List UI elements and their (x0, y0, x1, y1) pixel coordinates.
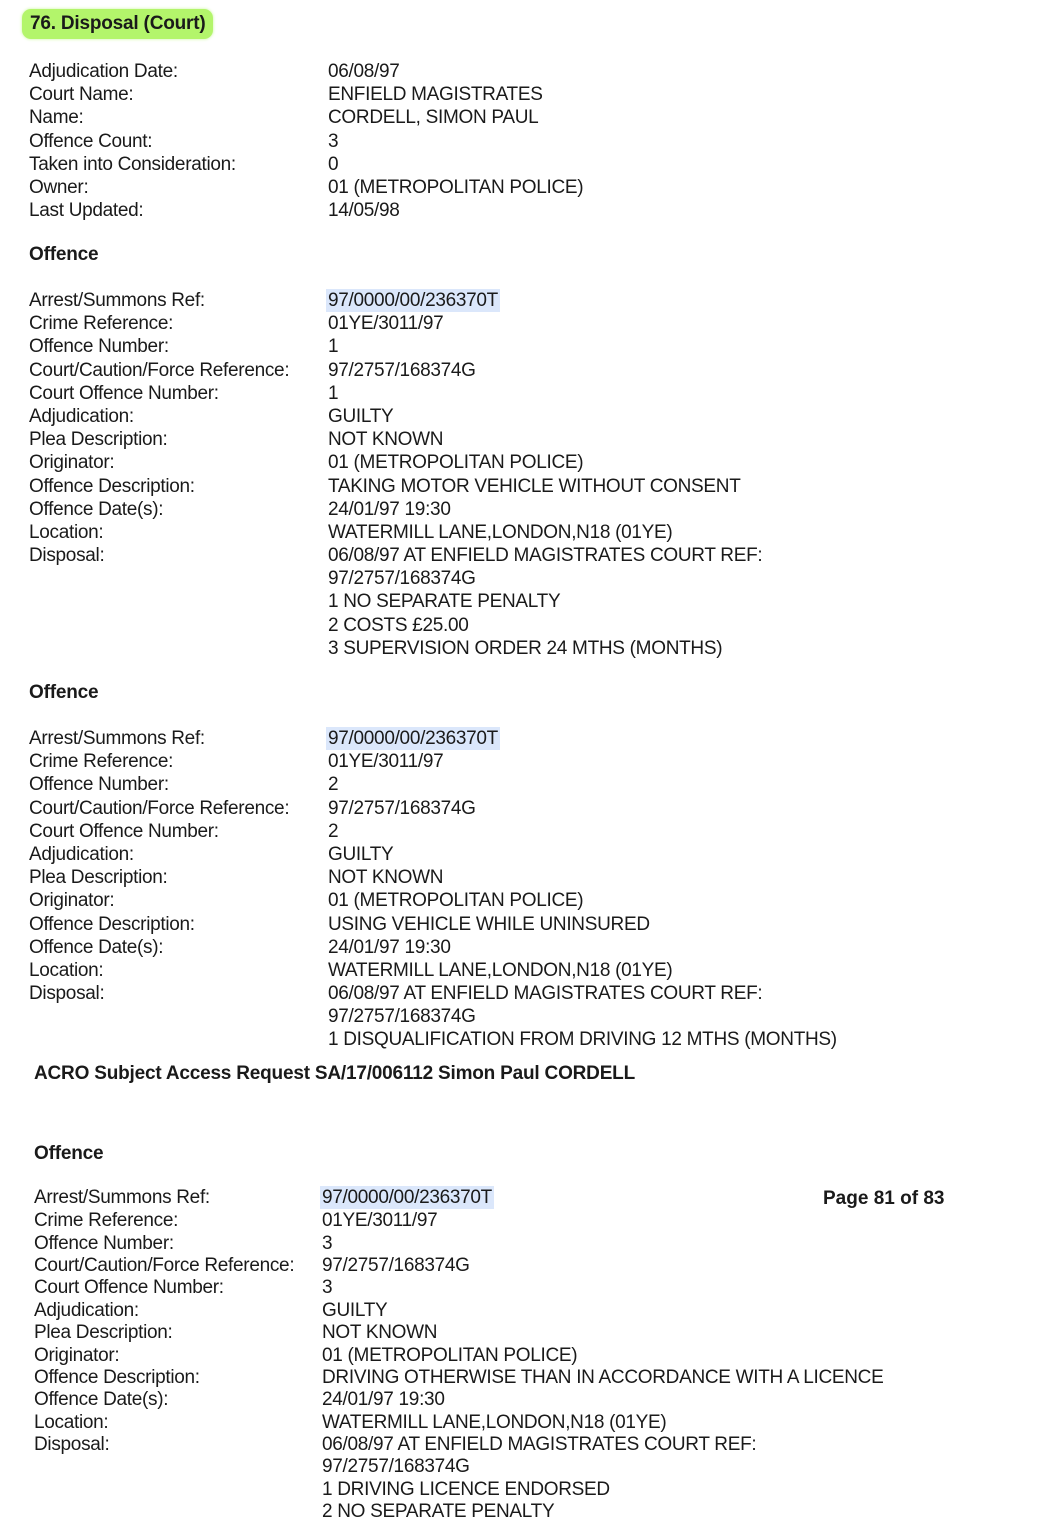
offence-row (29, 405, 929, 428)
field-label: Arrest/Summons Ref: (34, 1187, 210, 1208)
offence-row (34, 1478, 934, 1500)
field-value: 3 SUPERVISION ORDER 24 MTHS (MONTHS) (328, 637, 723, 659)
offence-row (29, 289, 929, 312)
field-label: Crime Reference: (29, 751, 174, 773)
field-value: 06/08/97 (328, 61, 400, 82)
field-value: 2 (328, 774, 339, 796)
offence-row (29, 451, 929, 474)
field-value: 01 (METROPOLITAN POLICE) (328, 452, 584, 474)
field-label: Originator: (29, 890, 115, 912)
field-value: 01YE/3011/97 (328, 751, 444, 773)
field-value: ENFIELD MAGISTRATES (328, 84, 543, 106)
field-label: Court Offence Number: (29, 382, 219, 404)
field-value: USING VEHICLE WHILE UNINSURED (328, 913, 650, 935)
arrest-ref-value: 97/0000/00/236370T (328, 728, 498, 749)
field-label: Location: (29, 959, 104, 981)
field-label: Disposal: (34, 1434, 110, 1456)
offence-row (29, 1005, 929, 1028)
offence-block-3 (34, 1186, 934, 1523)
field-label: Adjudication: (29, 843, 134, 865)
field-value: TAKING MOTOR VEHICLE WITHOUT CONSENT (328, 475, 741, 497)
offence-row (29, 637, 929, 660)
field-value: NOT KNOWN (322, 1322, 438, 1344)
offence-row (34, 1321, 934, 1343)
field-label: Taken into Consideration: (29, 153, 236, 175)
field-value: 2 (328, 820, 339, 842)
offence-row (34, 1209, 934, 1231)
offence-row (34, 1411, 934, 1433)
offence-row (29, 750, 929, 773)
offence-row (29, 936, 929, 959)
field-label: Location: (34, 1411, 109, 1433)
summary-row (29, 106, 749, 129)
field-value: 97/2757/168374G (328, 359, 476, 381)
field-label: Court/Caution/Force Reference: (29, 359, 290, 381)
field-value: 24/01/97 19:30 (322, 1389, 445, 1411)
offence-row (29, 727, 929, 750)
offence-row (34, 1500, 934, 1522)
field-label: Offence Date(s): (29, 498, 164, 520)
field-value: 06/08/97 AT ENFIELD MAGISTRATES COURT REF: (322, 1434, 757, 1456)
field-value: WATERMILL LANE,LONDON,N18 (01YE) (328, 521, 673, 543)
field-value: 3 (322, 1277, 333, 1299)
field-value: CORDELL, SIMON PAUL (328, 107, 539, 129)
field-value: 01 (METROPOLITAN POLICE) (322, 1344, 578, 1366)
field-label: Adjudication: (29, 405, 134, 427)
field-value: 1 (328, 382, 339, 404)
field-value: GUILTY (322, 1299, 388, 1321)
offence-heading: Offence (34, 1143, 104, 1164)
offence-block-2 (29, 727, 929, 1052)
summary-row (29, 60, 749, 83)
field-label: Last Updated: (29, 200, 144, 222)
offence-row (34, 1254, 934, 1276)
field-label: Offence Number: (29, 774, 169, 796)
field-value: DRIVING OTHERWISE THAN IN ACCORDANCE WITH A LICENCE (322, 1366, 884, 1388)
offence-row (29, 1028, 929, 1051)
field-value: 01YE/3011/97 (322, 1210, 438, 1232)
field-value: 97/2757/168374G (328, 1006, 476, 1028)
offence-row (29, 614, 929, 637)
field-label: Adjudication: (34, 1299, 139, 1321)
field-label: Arrest/Summons Ref: (29, 728, 205, 749)
field-label: Adjudication Date: (29, 61, 178, 82)
field-label: Originator: (29, 452, 115, 474)
field-value: NOT KNOWN (328, 429, 444, 451)
field-value: 1 NO SEPARATE PENALTY (328, 591, 561, 613)
offence-row (29, 544, 929, 567)
field-label: Originator: (34, 1344, 120, 1366)
offence-row (29, 982, 929, 1005)
offence-row (29, 567, 929, 590)
field-label: Plea Description: (29, 429, 168, 451)
offence-row (29, 820, 929, 843)
offence-row (29, 312, 929, 335)
field-label: Arrest/Summons Ref: (29, 290, 205, 311)
offence-row (34, 1455, 934, 1477)
field-label: Plea Description: (29, 867, 168, 889)
offence-row (34, 1186, 934, 1209)
document-footer: ACRO Subject Access Request SA/17/006112 Simon Paul CORDELL (34, 1063, 635, 1084)
arrest-ref-value: 97/0000/00/236370T (328, 290, 498, 311)
field-value: 1 (328, 336, 339, 358)
field-value: 97/2757/168374G (322, 1456, 470, 1478)
offence-block-1 (29, 289, 929, 660)
field-label: Court/Caution/Force Reference: (29, 797, 290, 819)
offence-heading: Offence (29, 682, 99, 703)
offence-row (29, 359, 929, 382)
offence-row (29, 590, 929, 613)
field-value: NOT KNOWN (328, 867, 444, 889)
field-value: 3 (322, 1232, 333, 1254)
offence-row (34, 1299, 934, 1321)
summary-row (29, 176, 749, 199)
field-label: Court/Caution/Force Reference: (34, 1254, 295, 1276)
field-value: 06/08/97 AT ENFIELD MAGISTRATES COURT REF: (328, 545, 763, 567)
summary-row (29, 199, 749, 222)
field-value: 3 (328, 130, 339, 152)
offence-row (29, 475, 929, 498)
field-value: 24/01/97 19:30 (328, 498, 451, 520)
offence-row (29, 889, 929, 912)
offence-row (34, 1388, 934, 1410)
field-value: 2 NO SEPARATE PENALTY (322, 1501, 555, 1523)
field-label: Court Name: (29, 84, 134, 106)
summary-row (29, 153, 749, 176)
field-value: 14/05/98 (328, 200, 400, 222)
field-value: 97/2757/168374G (328, 568, 476, 590)
field-value: 97/2757/168374G (322, 1254, 470, 1276)
offence-row (34, 1433, 934, 1455)
offence-row (29, 959, 929, 982)
offence-row (29, 913, 929, 936)
field-value: 24/01/97 19:30 (328, 936, 451, 958)
offence-row (29, 843, 929, 866)
field-label: Location: (29, 521, 104, 543)
field-label: Court Offence Number: (34, 1277, 224, 1299)
offence-row (29, 428, 929, 451)
offence-row (29, 521, 929, 544)
field-value: WATERMILL LANE,LONDON,N18 (01YE) (322, 1411, 667, 1433)
offence-row (29, 773, 929, 796)
offence-row (34, 1276, 934, 1298)
field-label: Crime Reference: (29, 313, 174, 335)
summary-row (29, 130, 749, 153)
field-label: Offence Number: (34, 1232, 174, 1254)
field-value: GUILTY (328, 405, 394, 427)
page-number: Page 81 of 83 (823, 1188, 945, 1209)
field-label: Court Offence Number: (29, 820, 219, 842)
field-label: Offence Description: (29, 475, 195, 497)
field-value: 01 (METROPOLITAN POLICE) (328, 176, 584, 198)
field-value: 2 COSTS £25.00 (328, 614, 469, 636)
offence-row (29, 382, 929, 405)
field-label: Offence Date(s): (34, 1389, 169, 1411)
field-value: GUILTY (328, 843, 394, 865)
field-label: Owner: (29, 176, 89, 198)
field-label: Disposal: (29, 983, 105, 1005)
offence-heading: Offence (29, 244, 99, 265)
field-label: Crime Reference: (34, 1210, 179, 1232)
field-value: 1 DRIVING LICENCE ENDORSED (322, 1478, 610, 1500)
field-value: 1 DISQUALIFICATION FROM DRIVING 12 MTHS (MONTHS) (328, 1029, 837, 1051)
field-value: 06/08/97 AT ENFIELD MAGISTRATES COURT REF: (328, 983, 763, 1005)
field-label: Offence Count: (29, 130, 153, 152)
field-value: 01YE/3011/97 (328, 313, 444, 335)
offence-row (29, 498, 929, 521)
section-title: 76. Disposal (Court) (22, 9, 213, 39)
field-value: 0 (328, 153, 339, 175)
offence-row (29, 866, 929, 889)
field-label: Disposal: (29, 545, 105, 567)
field-value: WATERMILL LANE,LONDON,N18 (01YE) (328, 959, 673, 981)
offence-row (29, 335, 929, 358)
offence-row (29, 797, 929, 820)
field-label: Offence Description: (29, 913, 195, 935)
offence-row (34, 1232, 934, 1254)
offence-row (34, 1366, 934, 1388)
summary-block (29, 60, 749, 222)
field-label: Plea Description: (34, 1322, 173, 1344)
field-label: Offence Date(s): (29, 936, 164, 958)
summary-row (29, 83, 749, 106)
field-value: 01 (METROPOLITAN POLICE) (328, 890, 584, 912)
field-value: 97/2757/168374G (328, 797, 476, 819)
arrest-ref-value: 97/0000/00/236370T (322, 1187, 492, 1208)
field-label: Offence Description: (34, 1366, 200, 1388)
offence-row (34, 1344, 934, 1366)
field-label: Offence Number: (29, 336, 169, 358)
field-label: Name: (29, 107, 84, 129)
